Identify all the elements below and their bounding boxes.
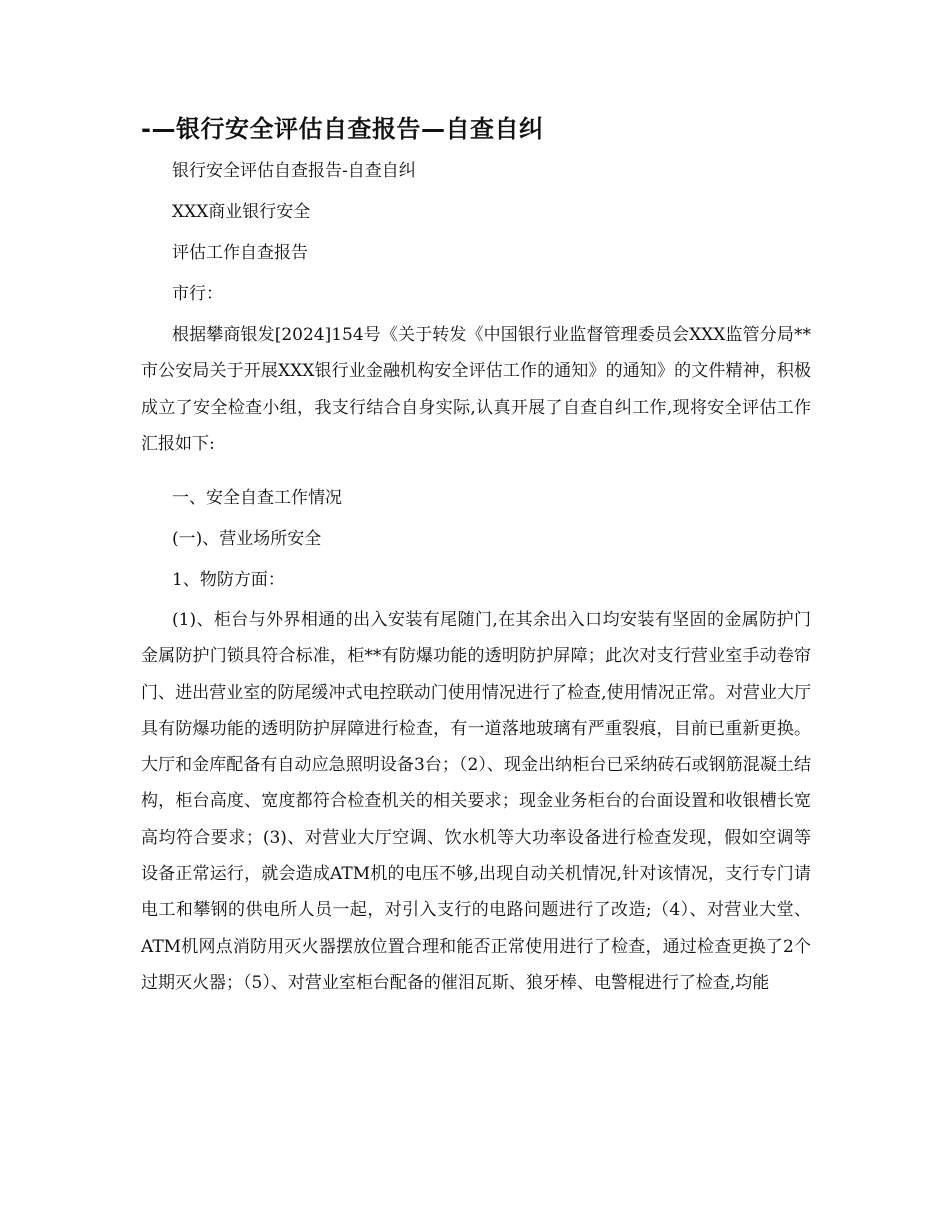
item-heading: 1、物防方面： <box>172 570 285 590</box>
addressee: 市行： <box>172 284 223 304</box>
organization-line: XXX商业银行安全 <box>172 202 311 222</box>
subsection-heading: (一)、营业场所安全 <box>172 529 322 549</box>
report-name: 评估工作自查报告 <box>172 243 308 263</box>
document-subtitle: 银行安全评估自查报告-自查自纠 <box>172 161 416 181</box>
intro-paragraph: 根据攀商银发[2024]154号《关于转发《中国银行业监督管理委员会XXX监管分局**市公安局关于开展XXX银行业金融机构安全评估工作的通知》的通知》的文件精神，积极成立了安全检查小组，我支行结合自身实际,认真开展了自查自纠工作,现将安全评估工作汇报如下: <box>141 325 811 454</box>
detail-paragraph: (1)、柜台与外界相通的出入安装有尾随门,在其余出入口均安装有坚固的金属防护门金属防护门锁具符合标准，柜**有防爆功能的透明防护屏障；此次对支行营业室手动卷帘门、进出营业室的防尾缓冲式电控联动门使用情况进行了检查,使用情况正常。对营业大厅具有防爆功能的透明防护屏障进行检查，有一道落地玻璃有严重裂痕，目前已重新更换。大厅和金库配备有自动应急照明设备3台；（2）、现金出纳柜台已采纳砖石或钢筋混凝土结构，柜台高度、宽度都符合检查机关的相关要求；现金业务柜台的台面设置和收银槽长宽高均符合要求；(3)、对营业大厅空调、饮水机等大功率设备进行检查发现，假如空调等设备正常运行，就会造成ATM机的电压不够,出现自动关机情况,针对该情况，支行专门请电工和攀钢的供电所人员一起，对引入支行的电路问题进行了改造;（4）、对营业大堂、ATM机网点消防用灭火器摆放位置合理和能否正常使用进行了检查，通过检查更换了2个过期灭火器；（5）、对营业室柜台配备的催泪瓦斯、狼牙棒、电警棍进行了检查,均能 <box>141 610 811 993</box>
document-title: -—银行安全评估自查报告—自查自纠 <box>141 115 544 143</box>
section-heading: 一、安全自查工作情况 <box>172 488 342 508</box>
